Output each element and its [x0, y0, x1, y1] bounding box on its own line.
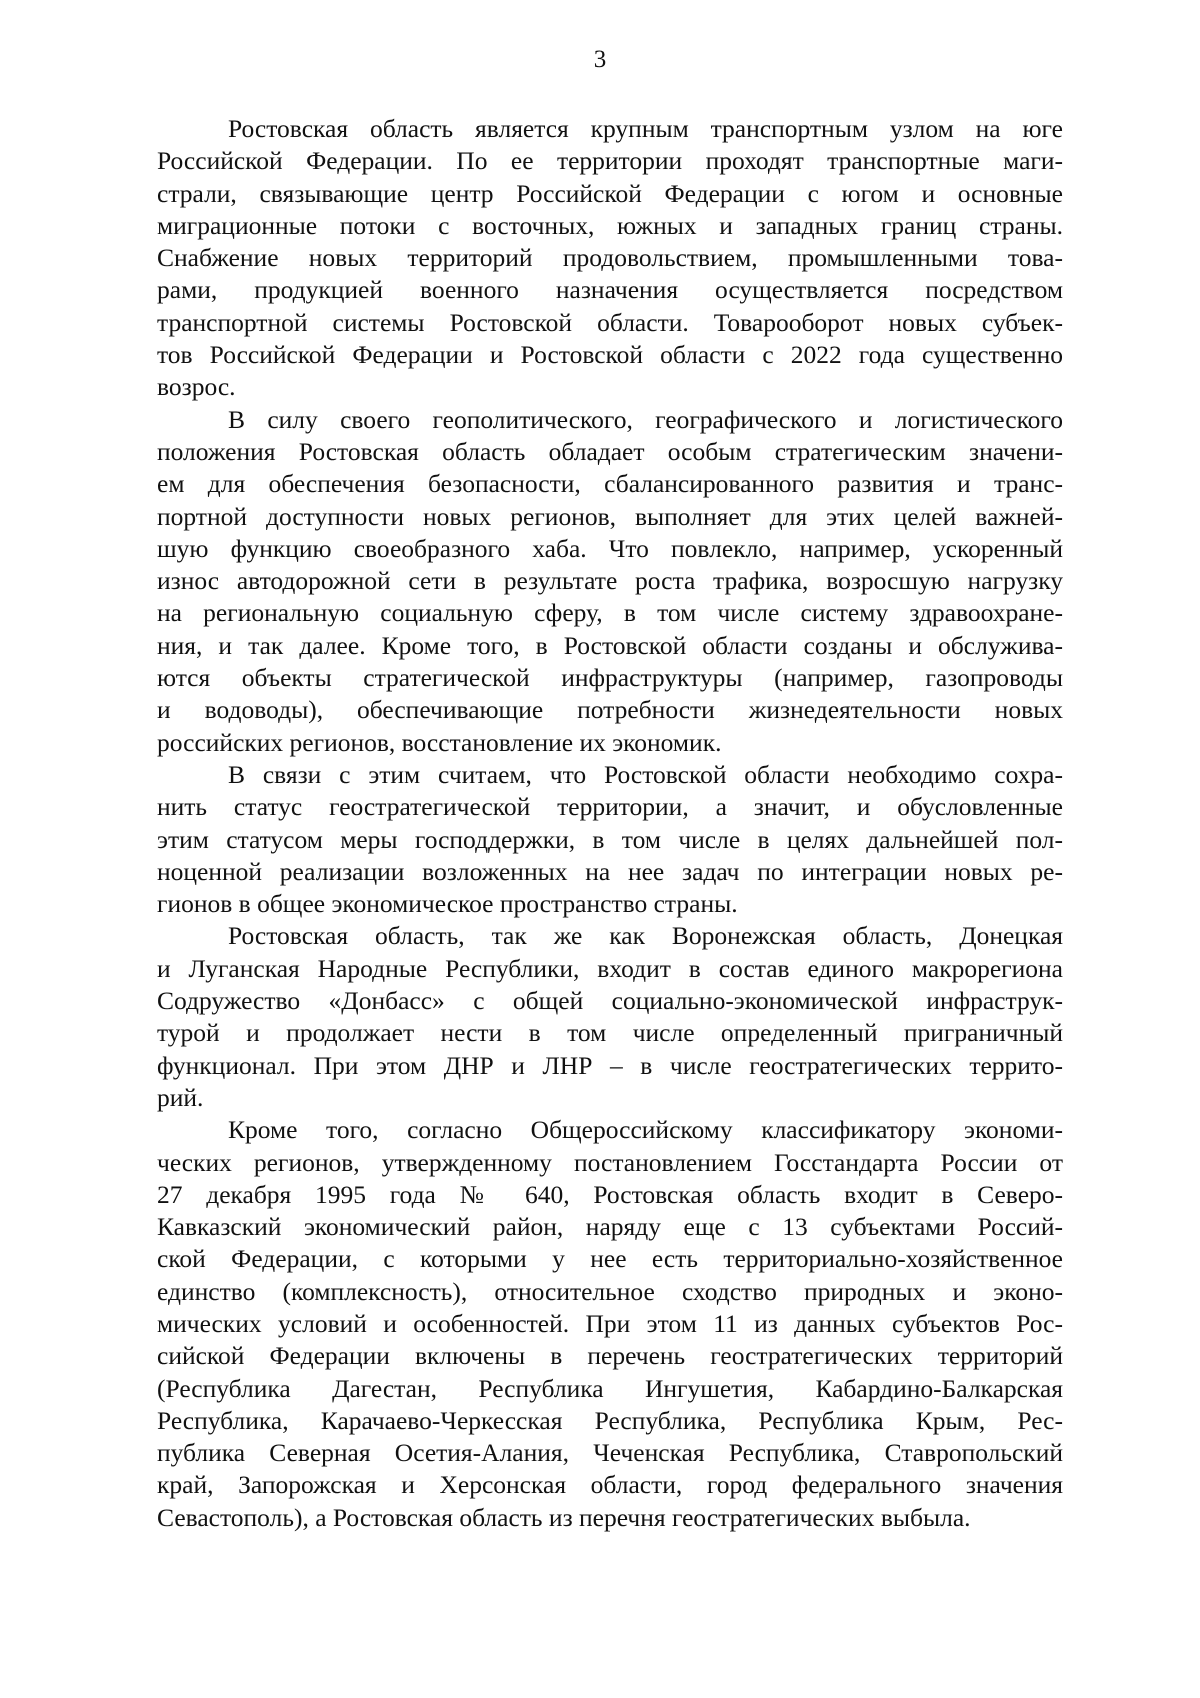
text-line: и водоводы), обеспечивающие потребности жизнедеятельности новых [157, 695, 1063, 725]
text-line: Кавказский экономический район, наряду еще с 13 субъектами Россий- [157, 1212, 1063, 1242]
text-line: ются объекты стратегической инфраструктуры (например, газопроводы [157, 663, 1063, 693]
text-line: российских регионов, восстановление их экономик. [157, 727, 722, 757]
paragraph [157, 920, 1063, 1114]
text-line: портной доступности новых регионов, выполняет для этих целей важней- [157, 501, 1063, 531]
text-line: единство (комплексность), относительное сходство природных и эконо- [157, 1276, 1063, 1306]
text-line: ноценной реализации возложенных на нее задач по интеграции новых ре- [157, 856, 1063, 886]
text-line: Ростовская область, так же как Воронежская область, Донецкая [228, 921, 1063, 951]
text-line: ния, и так далее. Кроме того, в Ростовской области созданы и обслужива- [157, 630, 1063, 660]
text-line: возрос. [157, 372, 236, 402]
text-line: Республика, Карачаево-Черкесская Республика, Республика Крым, Рес- [157, 1405, 1063, 1435]
text-line: Российской Федерации. По ее территории проходят транспортные маги- [157, 146, 1063, 176]
text-line: публика Северная Осетия-Алания, Чеченская Республика, Ставропольский [157, 1438, 1063, 1468]
text-line: гионов в общее экономическое пространство страны. [157, 889, 738, 919]
text-line: В силу своего геополитического, географического и логистического [228, 404, 1063, 434]
paragraph [157, 1114, 1063, 1534]
text-line: Севастополь), а Ростовская область из перечня геостратегических выбыла. [157, 1502, 971, 1532]
text-line: турой и продолжает нести в том числе определенный приграничный [157, 1018, 1063, 1048]
text-line: 27 декабря 1995 года № 640, Ростовская область входит в Северо- [157, 1179, 1063, 1209]
text-line: В связи с этим считаем, что Ростовской области необходимо сохра- [228, 759, 1063, 789]
text-line: шую функцию своеобразного хаба. Что повлекло, например, ускоренный [157, 533, 1063, 563]
text-line: страли, связывающие центр Российской Федерации с югом и основные [157, 178, 1063, 208]
text-line: на региональную социальную сферу, в том числе систему здравоохране- [157, 598, 1063, 628]
paragraph [157, 113, 1063, 404]
text-line: ем для обеспечения безопасности, сбалансированного развития и транс- [157, 469, 1063, 499]
text-line: износ автодорожной сети в результате роста трафика, возросшую нагрузку [157, 566, 1063, 596]
text-line: функционал. При этом ДНР и ЛНР – в числе геостратегических террито- [157, 1050, 1063, 1080]
text-line: Кроме того, согласно Общероссийскому классификатору экономи- [228, 1115, 1063, 1145]
text-line: миграционные потоки с восточных, южных и западных границ страны. [157, 210, 1063, 240]
text-line: край, Запорожская и Херсонская области, город федерального значения [157, 1470, 1063, 1500]
text-line: этим статусом меры господдержки, в том числе в целях дальнейшей пол- [157, 824, 1063, 854]
text-line: Ростовская область является крупным транспортным узлом на юге [228, 114, 1063, 143]
text-line: (Республика Дагестан, Республика Ингушетия, Кабардино-Балкарская [157, 1373, 1063, 1403]
text-line: положения Ростовская область обладает особым стратегическим значени- [157, 436, 1063, 466]
text-line: тов Российской Федерации и Ростовской области с 2022 года существенно [157, 340, 1063, 370]
document-body [157, 113, 1063, 1534]
text-line: Содружество «Донбасс» с общей социально-экономической инфраструк- [157, 986, 1063, 1016]
text-line: и Луганская Народные Республики, входит в состав единого макрорегиона [157, 953, 1063, 983]
paragraph [157, 759, 1063, 920]
text-line: мических условий и особенностей. При этом 11 из данных субъектов Рос- [157, 1308, 1063, 1338]
text-line: сийской Федерации включены в перечень геостратегических территорий [157, 1341, 1063, 1371]
text-line: транспортной системы Ростовской области. Товарооборот новых субъек- [157, 307, 1063, 337]
text-line: ческих регионов, утвержденному постановлением Госстандарта России от [157, 1147, 1063, 1177]
text-line: рами, продукцией военного назначения осуществляется посредством [157, 275, 1063, 305]
text-line: ской Федерации, с которыми у нее есть территориально-хозяйственное [157, 1244, 1063, 1274]
text-line: Снабжение новых территорий продовольствием, промышленными това- [157, 243, 1063, 273]
paragraph [157, 404, 1063, 759]
page-number: 3 [593, 46, 607, 73]
text-line: рий. [157, 1082, 204, 1112]
text-line: нить статус геостратегической территории, а значит, и обусловленные [157, 792, 1063, 822]
